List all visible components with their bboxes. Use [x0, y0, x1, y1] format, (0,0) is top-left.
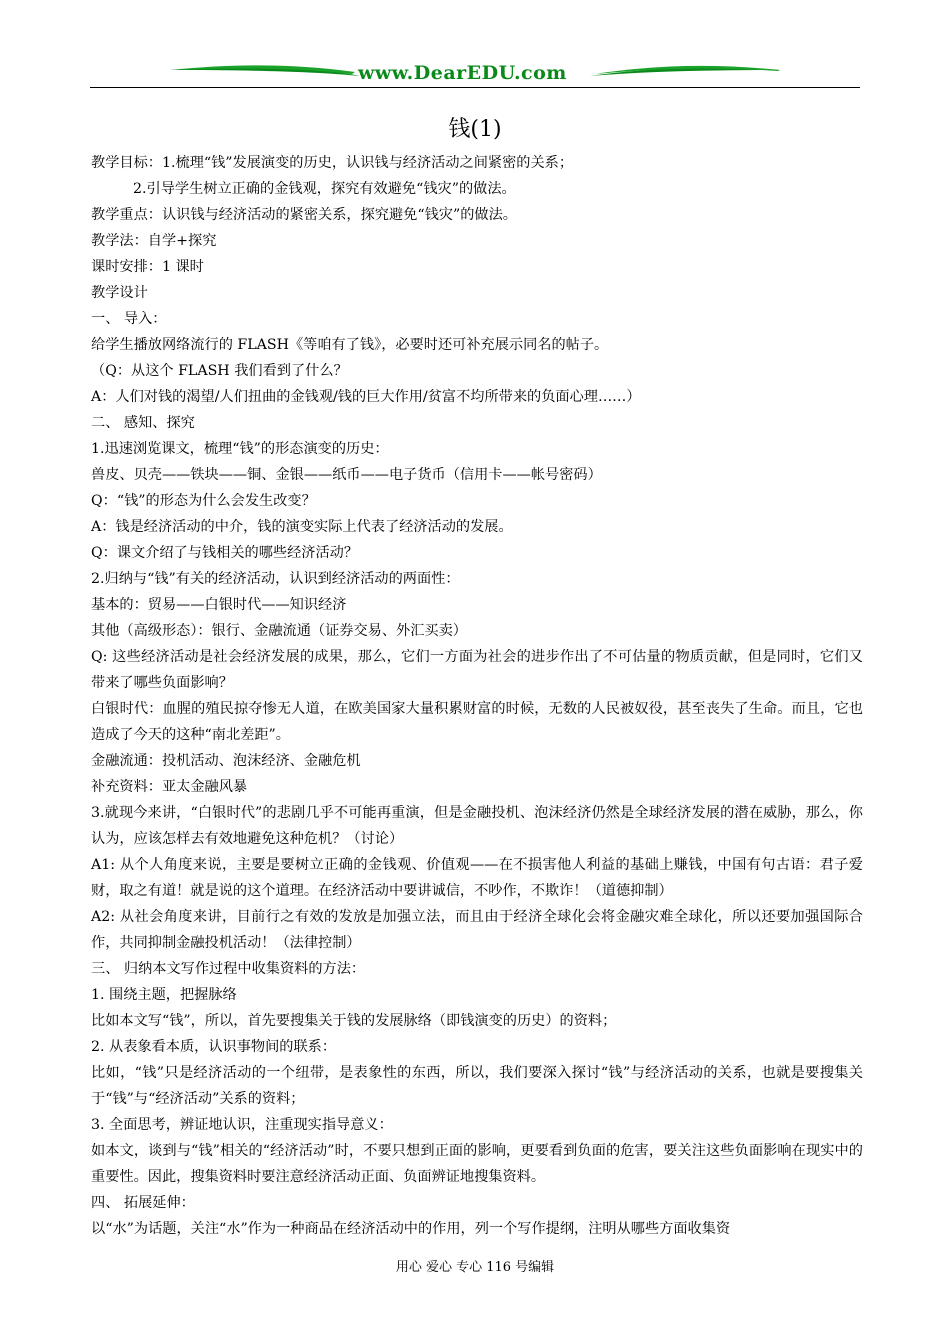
paragraph: 3. 全面思考，辨证地认识，注重现实指导意义：: [91, 1117, 393, 1133]
paragraph: 2.引导学生树立正确的金钱观，探究有效避免“钱灾”的做法。: [133, 181, 516, 197]
section-heading: 二、 感知、探究: [91, 415, 195, 431]
paragraph: A：人们对钱的渴望/人们扭曲的金钱观/钱的巨大作用/贫富不均所带来的负面心理……）: [91, 389, 641, 405]
paragraph: A：钱是经济活动的中介，钱的演变实际上代表了经济活动的发展。: [91, 519, 513, 535]
paragraph: 兽皮、贝壳——铁块——铜、金银——纸币——电子货币（信用卡——帐号密码）: [91, 467, 602, 483]
paragraph: 教学重点：认识钱与经济活动的紧密关系，探究避免“钱灾”的做法。: [91, 207, 517, 223]
paragraph: 白银时代：血腥的殖民掠夺惨无人道，在欧美国家大量积累财富的时候，无数的人民被奴役，甚至丧失了生命。而且，它也造成了今天的这种“南北差距”。: [91, 701, 863, 743]
header-rule: [90, 87, 860, 88]
paragraph: 2.归纳与“钱”有关的经济活动，认识到经济活动的两面性：: [91, 571, 460, 587]
paragraph: 其他（高级形态）：银行、金融流通（证券交易、外汇买卖）: [91, 623, 467, 639]
paragraph: 金融流通：投机活动、泡沫经济、金融危机: [91, 753, 361, 769]
paragraph: 给学生播放网络流行的 FLASH《等咱有了钱》，必要时还可补充展示同名的帖子。: [91, 337, 609, 353]
page-footer: 用心 爱心 专心 116 号编辑: [395, 1260, 555, 1275]
paragraph: Q：课文介绍了与钱相关的哪些经济活动？: [91, 545, 359, 561]
paragraph: 比如本文写“钱”，所以，首先要搜集关于钱的发展脉络（即钱演变的历史）的资料；: [91, 1013, 617, 1029]
page-header: [90, 58, 860, 90]
section-heading: 三、 归纳本文写作过程中收集资料的方法：: [91, 961, 366, 977]
section-heading: 教学设计: [91, 285, 148, 301]
paragraph: Q: 这些经济活动是社会经济发展的成果，那么，它们一方面为社会的进步作出了不可估量的物质贡献，但是同时，它们又带来了哪些负面影响？: [91, 649, 863, 691]
document-body: [91, 150, 863, 1242]
paragraph: A1: 从个人角度来说，主要是要树立正确的金钱观、价值观——在不损害他人利益的基础上赚钱，中国有句古语：君子爱财，取之有道！就是说的这个道理。在经济活动中要讲诚信，不吵作，不欺诈！（道德抑制）: [91, 857, 863, 899]
paragraph: 教学法：自学+探究: [91, 233, 217, 249]
paragraph: 3.就现今来讲，“白银时代”的悲剧几乎不可能再重演，但是金融投机、泡沫经济仍然是全球经济发展的潜在威胁，那么，你认为，应该怎样去有效地避免这种危机？（讨论）: [91, 805, 863, 847]
paragraph: A2: 从社会角度来讲，目前行之有效的发放是加强立法，而且由于经济全球化会将金融灾难全球化，所以还要加强国际合作，共同抑制金融投机活动！（法律控制）: [91, 909, 863, 951]
site-logo[interactable]: www.DearEDU.com: [358, 62, 567, 84]
paragraph: 1.迅速浏览课文，梳理“钱”的形态演变的历史：: [91, 441, 389, 457]
paragraph: 如本文，谈到与“钱”相关的“经济活动”时，不要只想到正面的影响，更要看到负面的危害，要关注这些负面影响在现实中的重要性。因此，搜集资料时要注意经济活动正面、负面辨证地搜集资料。: [91, 1143, 863, 1185]
paragraph: 补充资料：亚太金融风暴: [91, 779, 248, 795]
paragraph: 教学目标：1.梳理“钱”发展演变的历史，认识钱与经济活动之间紧密的关系；: [91, 155, 574, 171]
paragraph: Q：“钱”的形态为什么会发生改变？: [91, 493, 316, 509]
section-heading: 四、 拓展延伸：: [91, 1195, 195, 1211]
paragraph: （Q：从这个 FLASH 我们看到了什么？: [91, 363, 348, 379]
page-title: 钱(1): [448, 117, 502, 142]
paragraph: 课时安排：1 课时: [91, 259, 204, 275]
paragraph: 比如，“钱”只是经济活动的一个纽带，是表象性的东西，所以，我们要深入探讨“钱”与经济活动的关系，也就是要搜集关于“钱”与“经济活动”关系的资料；: [91, 1065, 863, 1107]
paragraph: 以“水”为话题，关注“水”作为一种商品在经济活动中的作用，列一个写作提纲，注明从哪些方面收集资: [91, 1221, 731, 1237]
paragraph: 2. 从表象看本质，认识事物间的联系：: [91, 1039, 337, 1055]
section-heading: 一、 导入：: [91, 311, 167, 327]
paragraph: 1. 围绕主题，把握脉络: [91, 987, 237, 1003]
paragraph: 基本的：贸易——白银时代——知识经济: [91, 597, 347, 613]
